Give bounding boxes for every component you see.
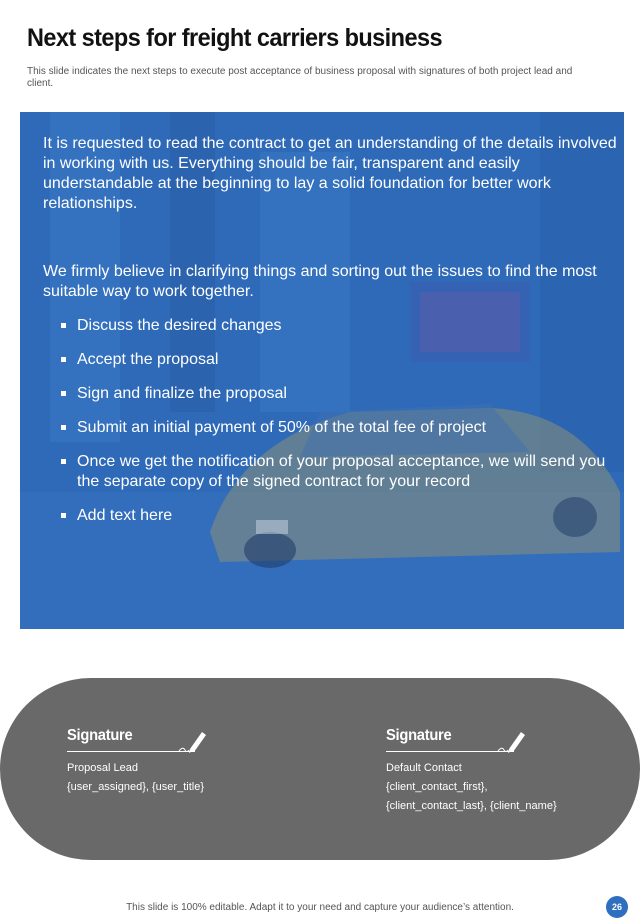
hero-paragraph-1: It is requested to read the contract to get an understanding of the details involved in working with us. Everything should be fair, transparent and easily understandable at the beginning to lay a solid foundation for better work relationships.	[43, 135, 617, 212]
footer-note: This slide is 100% editable. Adapt it to your need and capture your audience’s attention.	[126, 902, 514, 913]
next-steps-list	[43, 316, 618, 526]
pen-icon	[496, 729, 526, 753]
signature-role: Default Contact	[386, 762, 462, 774]
signature-label: Signature	[67, 727, 133, 744]
list-item: Discuss the desired changes	[43, 316, 618, 336]
bullet-icon	[61, 357, 66, 362]
bullet-icon	[61, 323, 66, 328]
signature-name-first: {client_contact_first},	[386, 781, 488, 793]
signature-line	[386, 751, 514, 752]
bullet-icon	[61, 425, 66, 430]
page-subtitle: This slide indicates the next steps to execute post acceptance of business proposal with signatures of both project lead and client.	[27, 66, 573, 89]
hero-paragraph-2: We firmly believe in clarifying things and sorting out the issues to find the most suitable way to work together.	[43, 263, 597, 300]
page-title: Next steps for freight carriers business	[27, 24, 442, 52]
list-item: Accept the proposal	[43, 350, 618, 370]
bullet-icon	[61, 513, 66, 518]
page-number-badge: 26	[606, 896, 628, 918]
signature-role: Proposal Lead	[67, 762, 138, 774]
pen-icon	[177, 729, 207, 753]
hero-panel	[20, 112, 624, 629]
signature-block-proposal-lead	[67, 727, 327, 797]
signature-line	[67, 751, 195, 752]
bullet-icon	[61, 459, 66, 464]
list-item: Once we get the notification of your proposal acceptance, we will send you the separate copy of the signed contract for your record	[43, 452, 618, 492]
signature-name: {user_assigned}, {user_title}	[67, 781, 204, 793]
list-item: Sign and finalize the proposal	[43, 384, 618, 404]
signature-name-last: {client_contact_last}, {client_name}	[386, 800, 557, 812]
signature-block-default-contact	[386, 727, 616, 816]
bullet-icon	[61, 391, 66, 396]
signature-label: Signature	[386, 727, 452, 744]
list-item: Submit an initial payment of 50% of the total fee of project	[43, 418, 618, 438]
list-item: Add text here	[43, 506, 618, 526]
